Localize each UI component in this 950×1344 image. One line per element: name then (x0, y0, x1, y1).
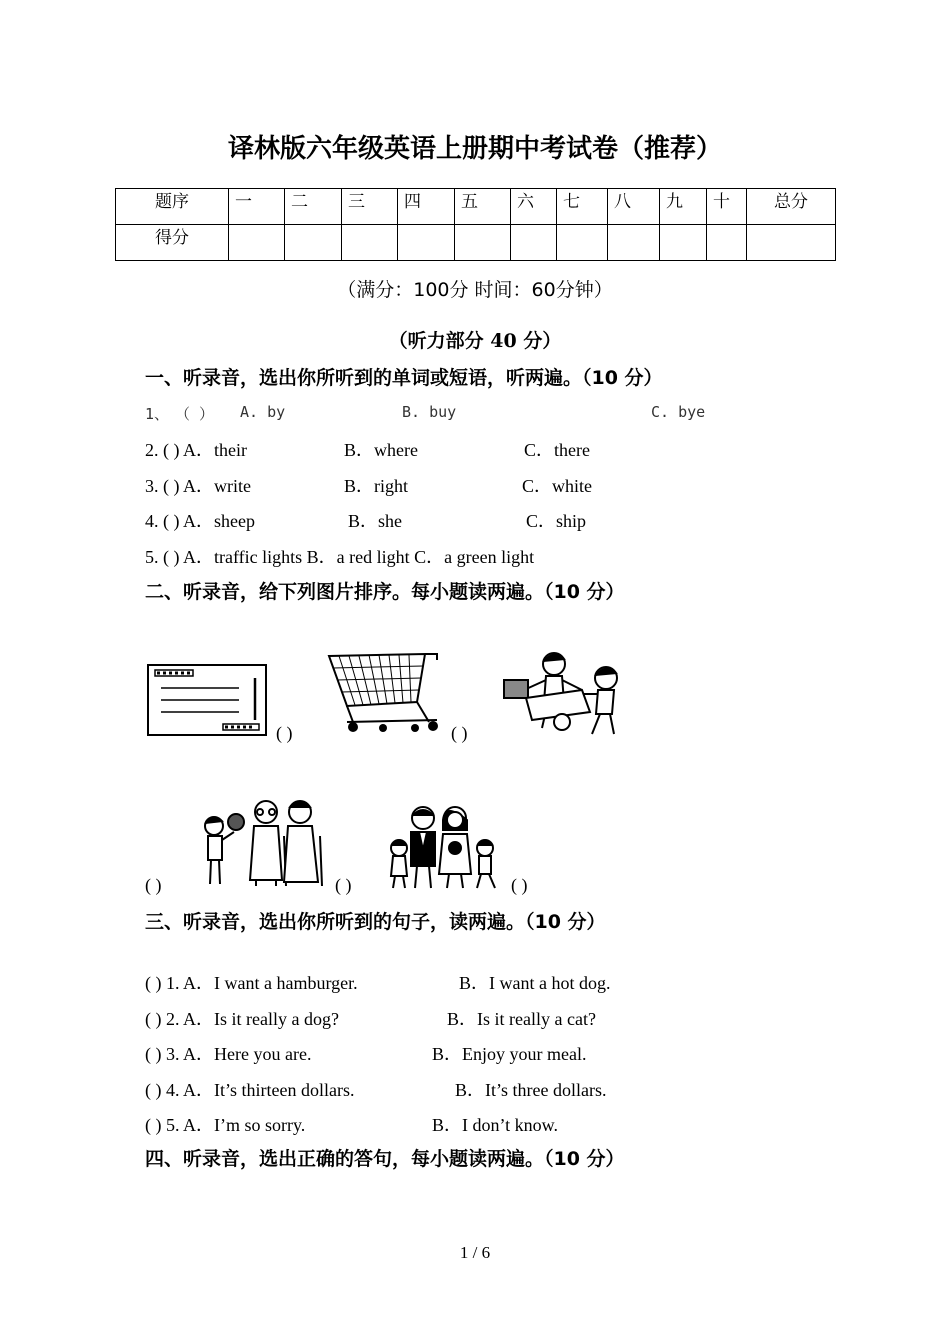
q3-option-c: C．white (522, 476, 592, 496)
picture3-answer-blank[interactable]: ( ) (145, 875, 162, 895)
score-table-header-row (116, 189, 836, 225)
q1-answer-blank[interactable]: （ ） (175, 405, 215, 423)
q1-option-b: B. buy (402, 403, 457, 421)
table-cell: 六 (511, 189, 557, 225)
boy-giving-flowers-to-grandparents-icon (200, 796, 325, 888)
exam-info: （满分：100分 时间：60分钟） (337, 279, 613, 301)
q2-option-c: C．there (524, 440, 590, 460)
s3-q5-option-b: B．I don’t know. (432, 1115, 558, 1135)
table-cell: 七 (557, 189, 608, 225)
score-input-cell[interactable] (342, 225, 398, 261)
q2-option-b: B．where (344, 440, 418, 460)
boys-playing-football-icon (502, 650, 622, 738)
picture1-answer-blank[interactable]: ( ) (276, 723, 293, 743)
score-input-cell[interactable] (455, 225, 511, 261)
q1-option-c: C. bye (651, 403, 706, 421)
s3-q2-option-a: ( ) 2. A．Is it really a dog? (145, 1009, 339, 1029)
score-table-score-row (116, 225, 836, 261)
picture2-answer-blank[interactable]: ( ) (451, 723, 468, 743)
score-input-cell[interactable] (511, 225, 557, 261)
table-cell: 二 (285, 189, 342, 225)
s3-q3-option-a: ( ) 3. A．Here you are. (145, 1044, 312, 1064)
table-cell: 五 (455, 189, 511, 225)
section1-heading: 一、听录音，选出你所听到的单词或短语，听两遍。（10 分） (145, 367, 663, 389)
table-cell: 十 (707, 189, 747, 225)
q3-prefix: 3. ( ) A．write (145, 476, 251, 496)
table-cell: 得分 (116, 225, 229, 261)
s3-q1-option-b: B．I want a hot dog. (459, 973, 611, 993)
q1-option-a: A. by (240, 403, 286, 421)
envelope-icon (147, 664, 267, 736)
table-cell: 总分 (747, 189, 836, 225)
table-cell: 八 (608, 189, 660, 225)
picture4-answer-blank[interactable]: ( ) (335, 875, 352, 895)
s3-q4-option-b: B．It’s three dollars. (455, 1080, 607, 1100)
s3-q4-option-a: ( ) 4. A．It’s thirteen dollars. (145, 1080, 355, 1100)
table-cell: 九 (660, 189, 707, 225)
table-cell: 四 (398, 189, 455, 225)
section4-heading: 四、听录音，选出正确的答句，每小题读两遍。（10 分） (145, 1148, 625, 1170)
score-input-cell[interactable] (608, 225, 660, 261)
page-number: 1 / 6 (459, 1243, 491, 1262)
q5-line: 5. ( ) A．traffic lights B．a red light C．a green light (145, 547, 535, 567)
table-cell: 题序 (116, 189, 229, 225)
table-cell: 三 (342, 189, 398, 225)
score-input-cell[interactable] (707, 225, 747, 261)
q3-option-b: B．right (344, 476, 409, 496)
s3-q3-option-b: B．Enjoy your meal. (432, 1044, 587, 1064)
score-input-cell[interactable] (398, 225, 455, 261)
q1-number: 1、 (145, 405, 170, 423)
score-table (115, 188, 836, 261)
score-input-cell[interactable] (229, 225, 285, 261)
family-of-five-icon (385, 804, 505, 890)
table-cell: 一 (229, 189, 285, 225)
score-input-cell[interactable] (747, 225, 836, 261)
q4-option-c: C．ship (526, 511, 587, 531)
section2-heading: 二、听录音，给下列图片排序。每小题读两遍。（10 分） (145, 581, 625, 603)
s3-q1-option-a: ( ) 1. A．I want a hamburger. (145, 973, 358, 993)
listening-part-label: （听力部分 40 分） (388, 330, 562, 352)
page-title: 译林版六年级英语上册期中考试卷（推荐） (227, 134, 722, 164)
s3-q5-option-a: ( ) 5. A．I’m so sorry. (145, 1115, 306, 1135)
score-input-cell[interactable] (660, 225, 707, 261)
q4-option-b: B．she (348, 511, 402, 531)
q2-prefix: 2. ( ) A．their (145, 440, 247, 460)
q4-prefix: 4. ( ) A．sheep (145, 511, 255, 531)
shopping-cart-icon (325, 650, 443, 734)
picture5-answer-blank[interactable]: ( ) (511, 875, 528, 895)
section3-heading: 三、听录音，选出你所听到的句子，读两遍。（10 分） (145, 911, 606, 933)
score-input-cell[interactable] (557, 225, 608, 261)
s3-q2-option-b: B．Is it really a cat? (447, 1009, 596, 1029)
score-input-cell[interactable] (285, 225, 342, 261)
